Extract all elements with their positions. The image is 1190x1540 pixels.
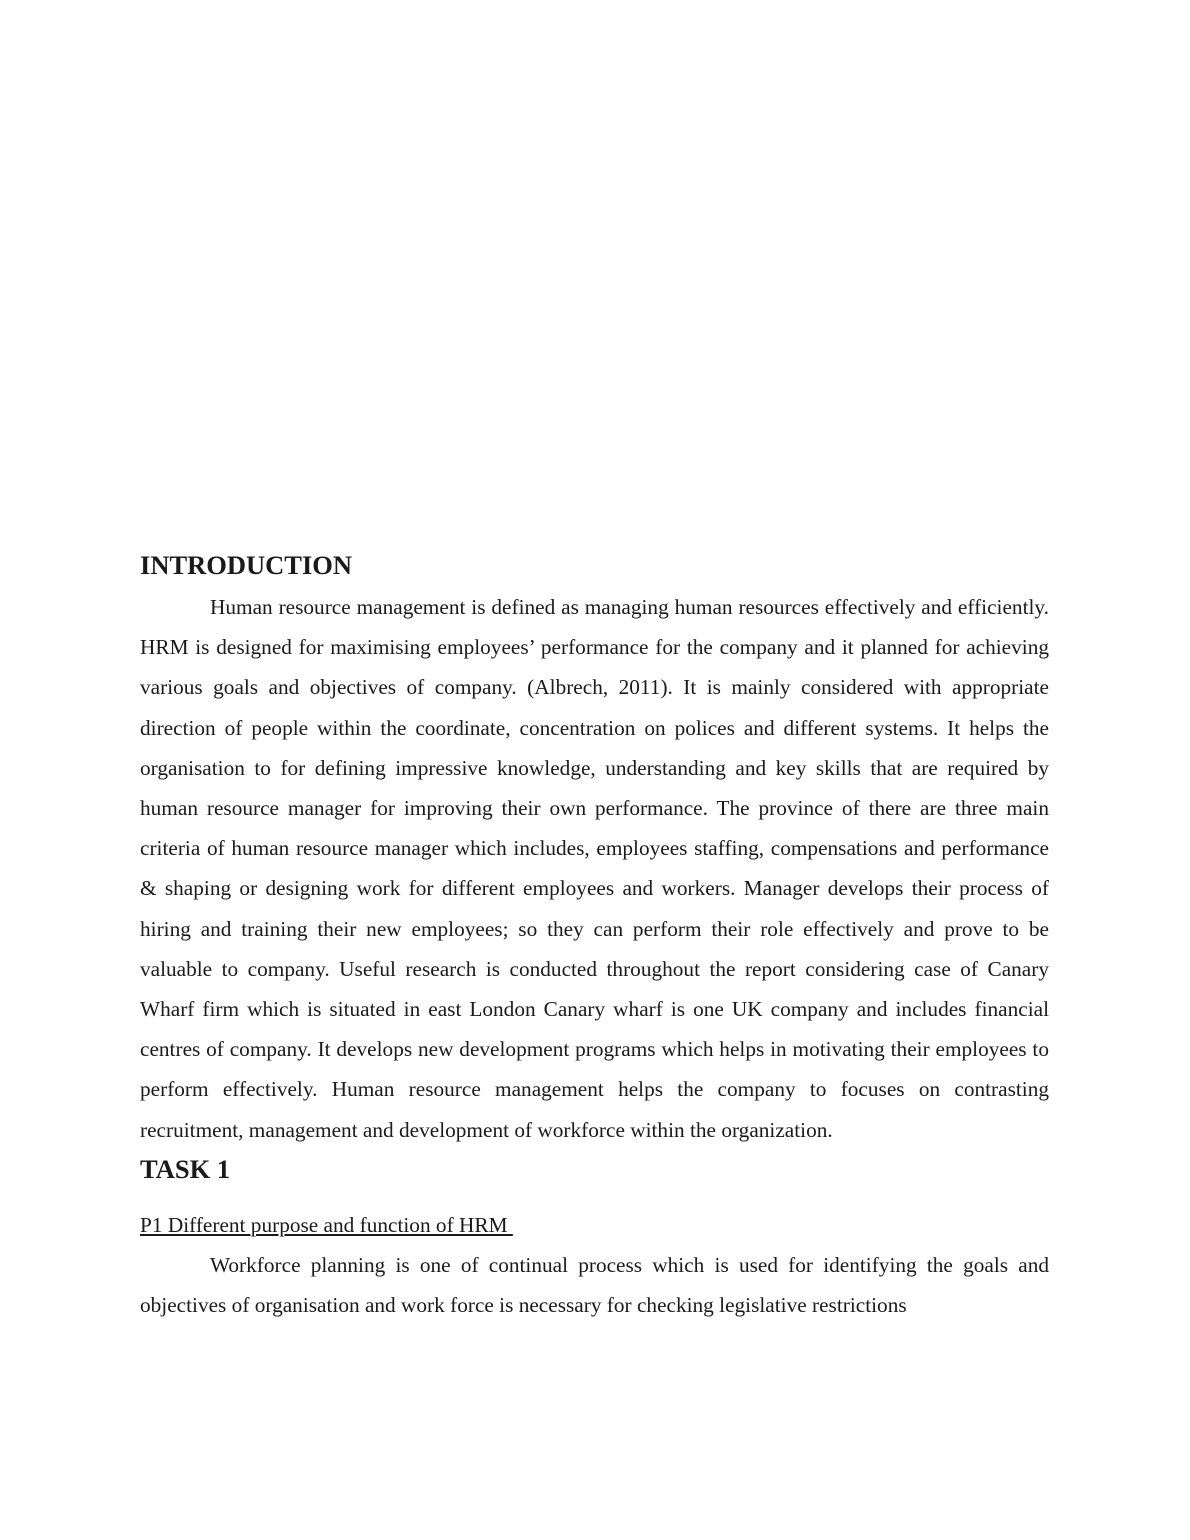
task1-heading: TASK 1 [140, 1153, 231, 1184]
page-content [140, 546, 1049, 1325]
task1-subheading: P1 Different purpose and function of HRM [140, 1212, 513, 1237]
introduction-paragraph: Human resource management is defined as managing human resources effectively and efficiently. HRM is designed for maximising employees’ performance for the company and it planned for achieving various goals and objectives of company. (Albrech, 2011). It is mainly considered with appropriate direction of people within the coordinate, concentration on polices and different systems. It helps the organisation to for defining impressive knowledge, understanding and key skills that are required by human resource manager for improving their own performance. The province of there are three main criteria of human resource manager which includes, employees staffing, compensations and performance & shaping or designing work for different employees and workers. Manager develops their process of hiring and training their new employees; so they can perform their role effectively and prove to be valuable to company. Useful research is conducted throughout the report considering case of Canary Wharf firm which is situated in east London Canary wharf is one UK company and includes financial centres of company. It develops new development programs which helps in motivating their employees to perform effectively. Human resource management helps the company to focuses on contrasting recruitment, management and development of workforce within the organization. [140, 595, 1049, 1142]
task1-paragraph: Workforce planning is one of continual process which is used for identifying the goals and objectives of organisation and work force is necessary for checking legislative restrictions [140, 1252, 1049, 1318]
introduction-heading: INTRODUCTION [140, 550, 353, 580]
